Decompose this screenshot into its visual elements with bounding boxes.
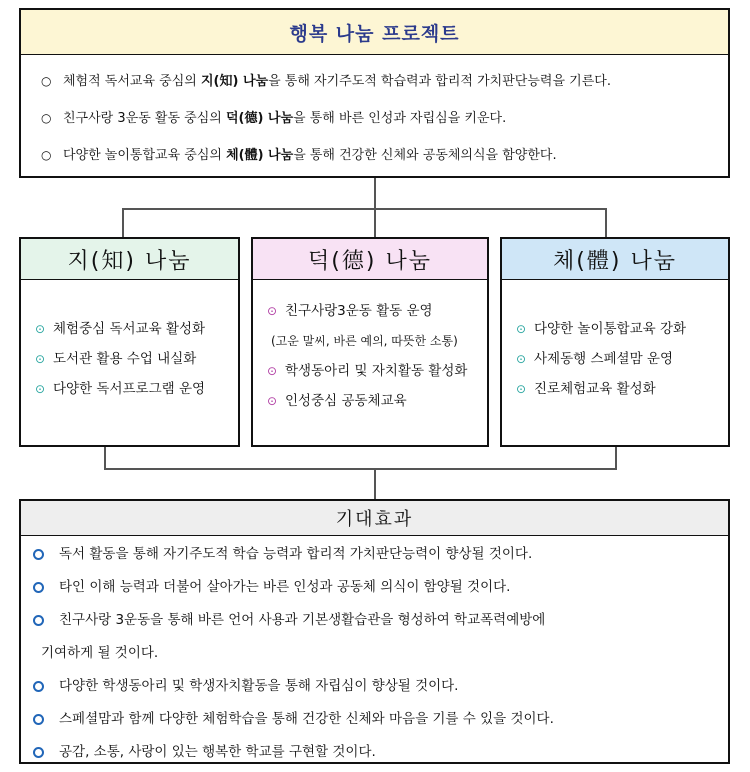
target-bullet-icon: ⊙ [267, 394, 278, 408]
project-title: 행복 나눔 프로젝트 [21, 10, 728, 55]
deok-nanum-box [251, 237, 489, 447]
target-bullet-icon: ⊙ [516, 382, 527, 396]
ring-bullet-icon [33, 747, 44, 758]
expected-effects-box [19, 499, 730, 764]
che-nanum-box [500, 237, 730, 447]
target-bullet-icon: ⊙ [267, 364, 278, 378]
ring-bullet-icon [33, 549, 44, 560]
effect-item: 다양한 학생동아리 및 학생자치활동을 통해 자립심이 향상될 것이다. [33, 670, 728, 703]
list-item-note: (고운 말씨, 바른 예의, 따뜻한 소통) [271, 334, 458, 348]
ring-bullet-icon [33, 681, 44, 692]
target-bullet-icon: ⊙ [35, 352, 46, 366]
circle-bullet-icon: ○ [41, 111, 52, 125]
project-goals-list [21, 55, 728, 174]
project-goal-item: ○ 다양한 놀이통합교육 중심의 체(體) 나눔을 통해 건강한 신체와 공동체의식을 함양한다. [41, 137, 728, 174]
connector-line [104, 468, 617, 470]
project-goal-item: ○ 체험적 독서교육 중심의 지(知) 나눔을 통해 자기주도적 학습력과 합리적 가치판단능력을 기른다. [41, 63, 728, 100]
connector-line [122, 208, 606, 210]
project-goal-item: ○ 친구사랑 3운동 활동 중심의 덕(德) 나눔을 통해 바른 인성과 자립심을 키운다. [41, 100, 728, 137]
list-item: ⊙ 다양한 놀이통합교육 강화 [516, 314, 728, 344]
connector-line [615, 447, 617, 469]
list-item: ⊙ 진로체험교육 활성화 [516, 374, 728, 404]
ring-bullet-icon [33, 582, 44, 593]
connector-line [374, 178, 376, 209]
list-item: ⊙ 다양한 독서프로그램 운영 [35, 374, 238, 404]
list-item: ⊙ 도서관 활용 수업 내실화 [35, 344, 238, 374]
target-bullet-icon: ⊙ [35, 382, 46, 396]
list-item: ⊙ 친구사랑3운동 활동 운영 [267, 296, 487, 326]
ji-nanum-box [19, 237, 240, 447]
effect-item: 스페셜맘과 함께 다양한 체험학습을 통해 건강한 신체와 마음을 기를 수 있을 것이다. [33, 703, 728, 736]
effect-item: 공감, 소통, 사랑이 있는 행복한 학교를 구현할 것이다. [33, 736, 728, 769]
ji-nanum-list [21, 280, 238, 404]
target-bullet-icon: ⊙ [516, 322, 527, 336]
list-item: ⊙ 학생동아리 및 자치활동 활성화 [267, 356, 487, 386]
expected-effects-list [21, 536, 728, 769]
deok-nanum-title: 덕(德) 나눔 [253, 239, 487, 280]
ring-bullet-icon [33, 615, 44, 626]
connector-line [122, 208, 124, 237]
target-bullet-icon: ⊙ [267, 304, 278, 318]
effect-item: 타인 이해 능력과 더불어 살아가는 바른 인성과 공동체 의식이 함양될 것이다. [33, 571, 728, 604]
connector-line [605, 208, 607, 237]
project-box [19, 8, 730, 178]
target-bullet-icon: ⊙ [516, 352, 527, 366]
list-item: ⊙ 사제동행 스페셜맘 운영 [516, 344, 728, 374]
deok-nanum-list [253, 280, 487, 416]
circle-bullet-icon: ○ [41, 74, 52, 88]
list-item: ⊙ 체험중심 독서교육 활성화 [35, 314, 238, 344]
che-nanum-list [502, 280, 728, 404]
expected-effects-title: 기대효과 [21, 501, 728, 536]
effect-item: 독서 활동을 통해 자기주도적 학습 능력과 합리적 가치판단능력이 향상될 것이다. [33, 538, 728, 571]
ring-bullet-icon [33, 714, 44, 725]
circle-bullet-icon: ○ [41, 148, 52, 162]
connector-line [374, 208, 376, 237]
target-bullet-icon: ⊙ [35, 322, 46, 336]
ji-nanum-title: 지(知) 나눔 [21, 239, 238, 280]
che-nanum-title: 체(體) 나눔 [502, 239, 728, 280]
list-item: ⊙ 인성중심 공동체교육 [267, 386, 487, 416]
connector-line [104, 447, 106, 469]
effect-item: 친구사랑 3운동을 통해 바른 언어 사용과 기본생활습관을 형성하여 학교폭력예방에 기여하게 될 것이다. [33, 604, 728, 670]
connector-line [374, 468, 376, 499]
